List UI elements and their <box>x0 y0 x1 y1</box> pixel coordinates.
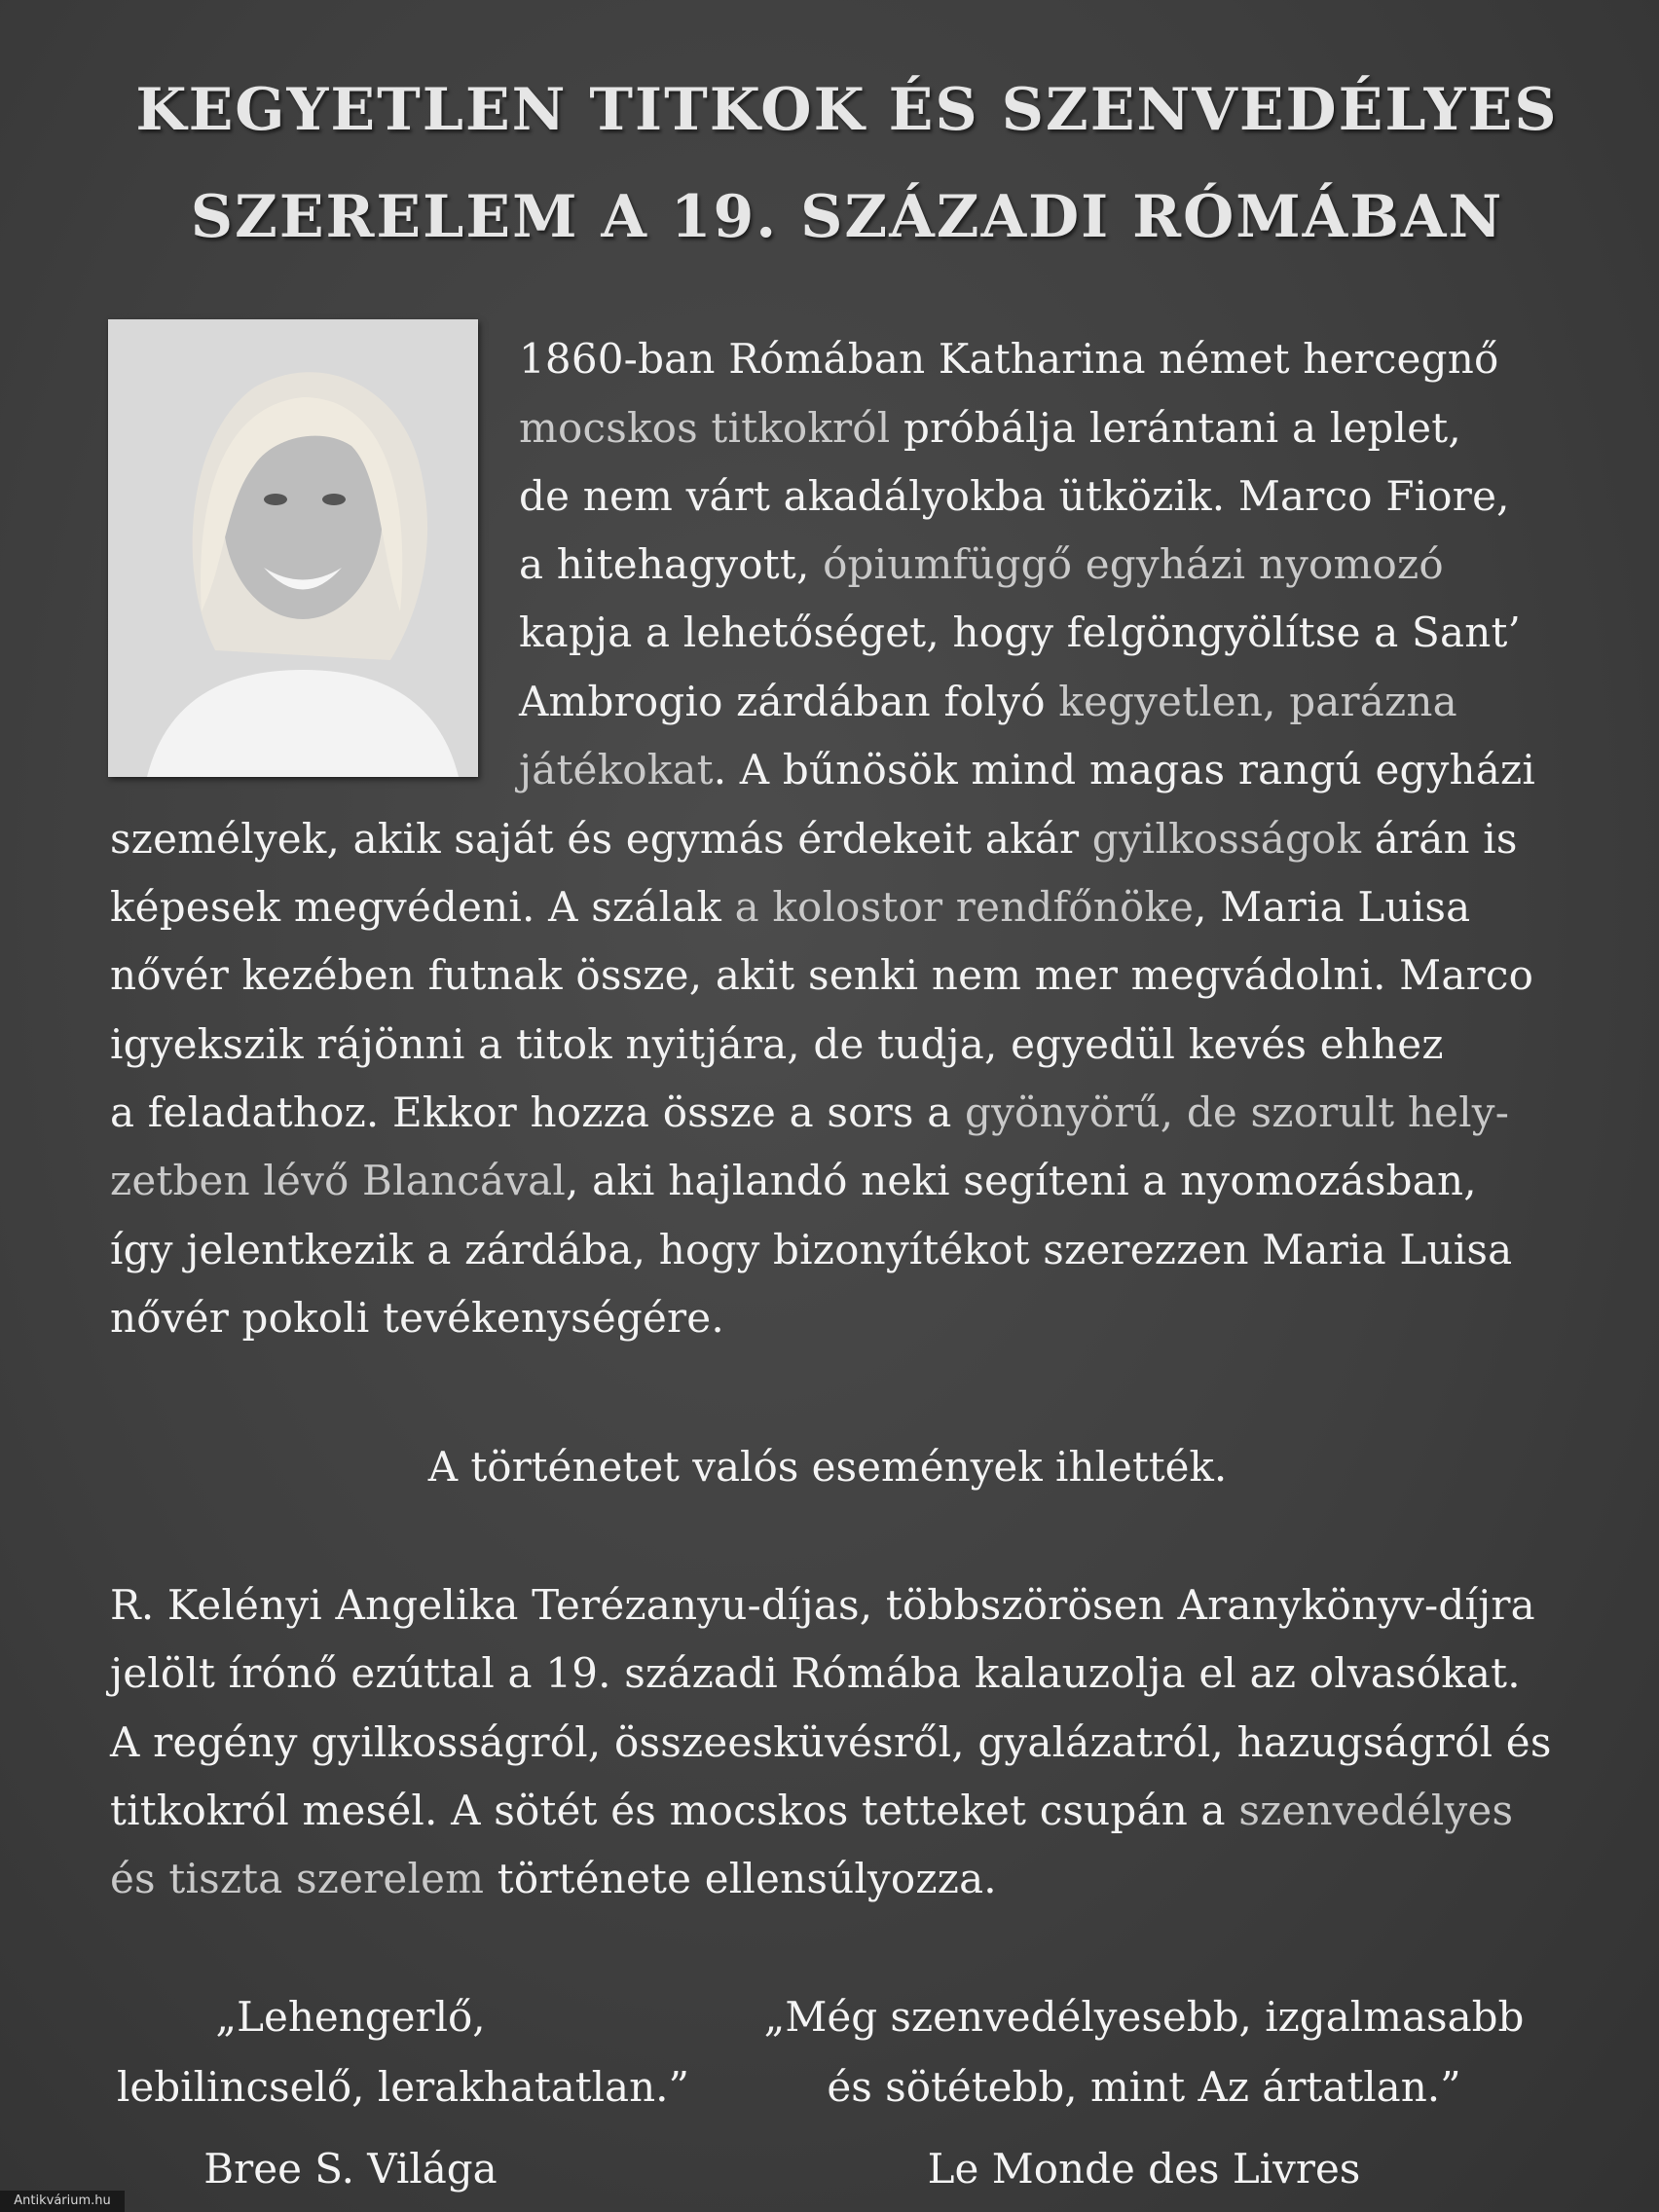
quote-source: Bree S. Világa <box>203 2145 498 2193</box>
blurb-line-8 <box>110 805 1561 873</box>
blurb-line-13 <box>110 1147 1561 1215</box>
author-portrait-icon <box>108 319 478 777</box>
watermark: Antikvárium.hu <box>0 2191 125 2212</box>
highlight-text: a kolostor rendfőnöke <box>734 883 1195 931</box>
highlight-text: mocskos titkokról <box>519 404 891 452</box>
quote-line: „Még szenvedélyesebb, izgalmasabb <box>763 1993 1525 2041</box>
author-line-4 <box>110 1777 1561 1845</box>
text-span: története ellensúlyozza. <box>484 1855 997 1902</box>
headline-line-1: KEGYETLEN TITKOK ÉS SZENVEDÉLYES <box>135 76 1559 144</box>
quote-line: és sötétebb, mint Az ártatlan.” <box>827 2063 1461 2111</box>
quote-line: lebilincselő, lerakhatatlan.” <box>117 2063 689 2111</box>
highlight-text: játékokat <box>519 746 714 793</box>
text-span: árán is <box>1361 815 1518 863</box>
blurb-line-14: így jelentkezik a zárdába, hogy bizonyítékot szerezzen Maria Luisa <box>110 1226 1513 1273</box>
text-span: . A bűnösök mind magas rangú egyházi <box>713 746 1536 793</box>
quote-line: „Lehengerlő, <box>215 1993 486 2041</box>
text-span: , aki hajlandó neki segíteni a nyomozásban, <box>566 1157 1477 1204</box>
text-span: a hitehagyott, <box>519 540 824 588</box>
review-quote-2 <box>740 1982 1548 2204</box>
blurb-line-2 <box>519 394 1561 462</box>
blurb-line-4 <box>519 531 1561 599</box>
author-line-1: R. Kelényi Angelika Terézanyu-díjas, többszörösen Aranykönyv-díjra <box>110 1581 1535 1629</box>
blurb-line-7 <box>519 736 1561 804</box>
text-span: képesek megvédeni. A szálak <box>110 883 735 931</box>
tagline: A történetet valós események ihlették. <box>427 1443 1228 1491</box>
text-span: próbálja lerántani a leplet, <box>890 404 1461 452</box>
text-span: titkokról mesél. A sötét és mocskos tetteket csupán a <box>110 1787 1239 1834</box>
highlight-text: gyilkosságok <box>1091 815 1362 863</box>
highlight-text: zetben lévő Blancával <box>110 1157 567 1204</box>
text-span: a feladathoz. Ekkor hozza össze a sors a <box>110 1088 966 1136</box>
blurb-line-12 <box>110 1079 1561 1147</box>
review-quote-1 <box>117 1982 689 2204</box>
blurb-line-1: 1860-ban Rómában Katharina német hercegnő <box>519 335 1499 383</box>
text-span: , Maria Luisa <box>1194 883 1471 931</box>
author-portrait-photo <box>108 319 478 777</box>
highlight-text: kegyetlen, parázna <box>1058 678 1457 725</box>
headline-line-2: SZERELEM A 19. SZÁZADI RÓMÁBAN <box>190 183 1504 251</box>
blurb-line-10: nővér kezében futnak össze, akit senki nem mer megvádolni. Marco <box>110 951 1534 999</box>
author-line-2: jelölt írónő ezúttal a 19. századi Rómába kalauzolja el az olvasókat. <box>110 1649 1521 1697</box>
blurb-line-5: kapja a lehetőséget, hogy felgöngyölítse a Sant’ <box>519 608 1522 656</box>
highlight-text: ópiumfüggő egyházi nyomozó <box>823 540 1444 588</box>
highlight-text: gyönyörű, de szorult hely- <box>965 1088 1510 1136</box>
author-line-3: A regény gyilkosságról, összeesküvésről, gyalázatról, hazugságról és <box>110 1718 1552 1766</box>
text-span: Ambrogio zárdában folyó <box>519 678 1059 725</box>
blurb-line-11: igyekszik rájönni a titok nyitjára, de tudja, egyedül kevés ehhez <box>110 1020 1444 1068</box>
blurb-line-6 <box>519 668 1561 736</box>
blurb-line-3: de nem várt akadályokba ütközik. Marco Fiore, <box>519 472 1510 520</box>
highlight-text: és tiszta szerelem <box>110 1855 485 1902</box>
author-line-5 <box>110 1845 1561 1913</box>
blurb-line-9 <box>110 873 1561 941</box>
highlight-text: szenvedélyes <box>1238 1787 1514 1834</box>
headline <box>97 56 1597 271</box>
blurb-line-15: nővér pokoli tevékenységére. <box>110 1294 724 1342</box>
text-span: személyek, akik saját és egymás érdekeit akár <box>110 815 1092 863</box>
quote-source: Le Monde des Livres <box>927 2145 1361 2193</box>
